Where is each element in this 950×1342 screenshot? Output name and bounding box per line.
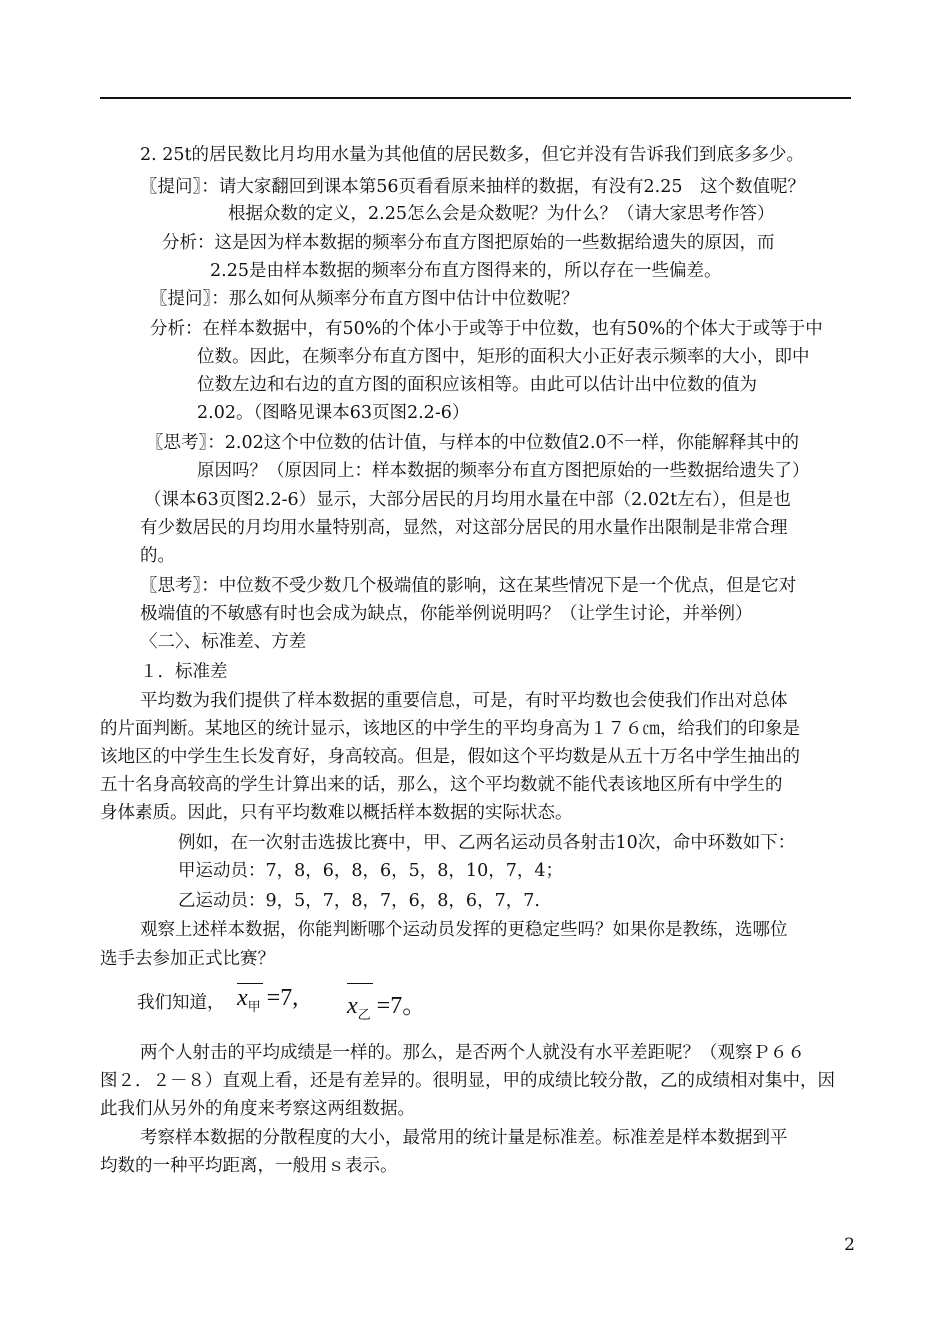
text-line: 考察样本数据的分散程度的大小，最常用的统计量是标准差。标准差是样本数据到平 — [140, 1128, 788, 1148]
text-line: 根据众数的定义，2.25怎么会是众数呢？为什么？（请大家思考作答） — [228, 204, 775, 224]
text-line: 五十名身高较高的学生计算出来的话，那么，这个平均数就不能代表该地区所有中学生的 — [100, 775, 783, 795]
text-line: 2. 25t的居民数比月均用水量为其他值的居民数多，但它并没有告诉我们到底多多少。 — [140, 145, 805, 165]
text-line: 均数的一种平均距离，一般用ｓ表示。 — [100, 1156, 398, 1176]
subsection-heading: １．标准差 — [140, 662, 228, 682]
text-line: 〖提问〗：请大家翻回到课本第56页看看原来抽样的数据，有没有2.25 这个数值呢？ — [140, 177, 805, 197]
text-line: 位数。因此，在频率分布直方图中，矩形的面积大小正好表示频率的大小，即中 — [197, 347, 810, 367]
text-line: 〖提问〗：那么如何从频率分布直方图中估计中位数呢？ — [150, 289, 579, 309]
text-line: 选手去参加正式比赛？ — [100, 949, 275, 969]
formula-lead: 我们知道， — [137, 993, 225, 1013]
text-line: 此我们从另外的角度来考察这两组数据。 — [100, 1099, 415, 1119]
text-line: 身体素质。因此，只有平均数难以概括样本数据的实际状态。 — [100, 803, 573, 823]
text-line: 2.02。（图略见课本63页图2.2-6） — [197, 403, 470, 423]
text-line: （课本63页图2.2-6）显示，大部分居民的月均用水量在中部（2.02t左右），但是也 — [144, 490, 791, 510]
text-line: 该地区的中学生生长发育好，身高较高。但是，假如这个平均数是从五十万名中学生抽出的 — [100, 747, 800, 767]
overline — [237, 983, 263, 984]
mean-yi: $x_乙 =7$。 — [347, 985, 426, 1023]
text-line: 平均数为我们提供了样本数据的重要信息，可是，有时平均数也会使我们作出对总体 — [140, 691, 788, 711]
text-line: 的。 — [140, 546, 175, 566]
text-line: 的片面判断。某地区的统计显示，该地区的中学生的平均身高为１７６㎝，给我们的印象是 — [100, 719, 800, 739]
text-line: 图２．２－８）直观上看，还是有差异的。很明显，甲的成绩比较分散，乙的成绩相对集中，因 — [100, 1071, 835, 1091]
section-heading: 〈二〉、标准差、方差 — [140, 632, 307, 652]
page-number: 2 — [844, 1235, 855, 1255]
text-line: 例如，在一次射击选拔比赛中，甲、乙两名运动员各射击10次，命中环数如下： — [178, 833, 796, 853]
mean-jia: $x_甲 =7$, — [237, 985, 299, 1015]
text-line: 位数左边和右边的直方图的面积应该相等。由此可以估计出中位数的值为 — [197, 375, 757, 395]
text-line: 〖思考〗：2.02这个中位数的估计值，与样本的中位数值2.0不一样，你能解释其中的 — [146, 433, 800, 453]
text-line: 极端值的不敏感有时也会成为缺点，你能举例说明吗？（让学生讨论，并举例） — [140, 604, 753, 624]
text-line: 甲运动员：7，8，6，8，6，5，8，10，7，4； — [178, 861, 563, 881]
overline — [347, 983, 373, 984]
header-rule — [100, 97, 851, 99]
text-line: 2.25是由样本数据的频率分布直方图得来的，所以存在一些偏差。 — [210, 261, 722, 281]
text-line: 原因吗？（原因同上：样本数据的频率分布直方图把原始的一些数据给遗失了） — [197, 461, 810, 481]
text-line: 两个人射击的平均成绩是一样的。那么，是否两个人就没有水平差距呢？（观察Ｐ６６ — [140, 1043, 805, 1063]
text-line: 观察上述样本数据，你能判断哪个运动员发挥的更稳定些吗？如果你是教练，选哪位 — [140, 920, 788, 940]
text-line: 乙运动员：9，5，7，8，7，6，8，6，7，7. — [178, 891, 540, 911]
text-line: 〖思考〗：中位数不受少数几个极端值的影响，这在某些情况下是一个优点，但是它对 — [140, 576, 797, 596]
text-line: 有少数居民的月均用水量特别高，显然，对这部分居民的用水量作出限制是非常合理 — [140, 518, 788, 538]
text-line: 分析：这是因为样本数据的频率分布直方图把原始的一些数据给遗失的原因，而 — [162, 233, 775, 253]
text-line: 分析：在样本数据中，有50%的个体小于或等于中位数，也有50%的个体大于或等于中 — [150, 319, 823, 339]
